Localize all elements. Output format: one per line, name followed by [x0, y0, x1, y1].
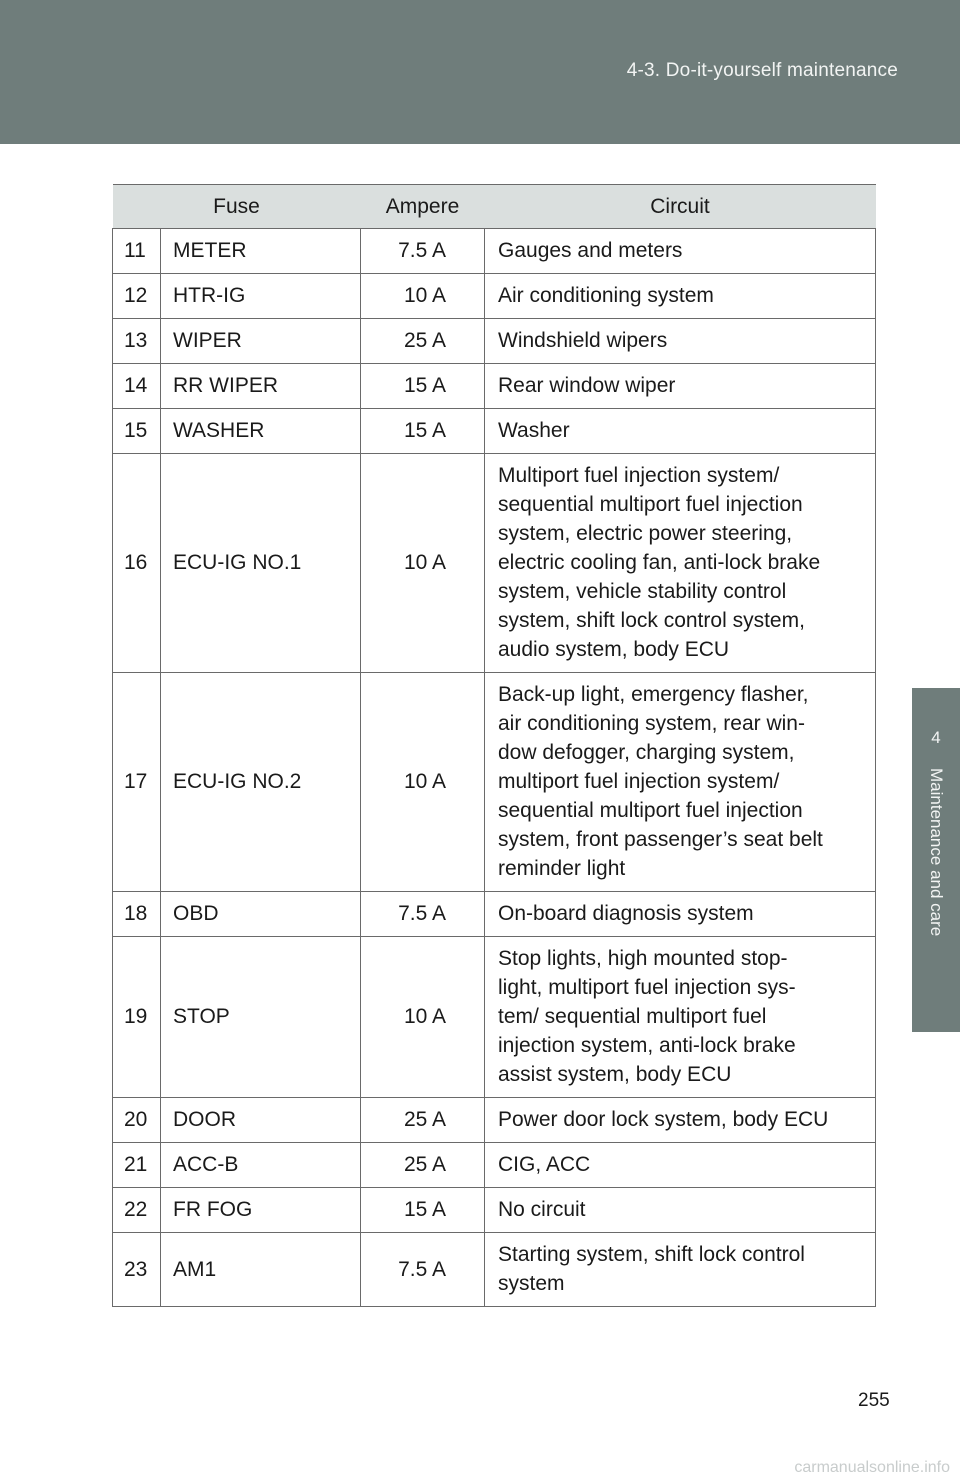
circuit-line: Stop lights, high mounted stop-	[498, 947, 788, 970]
circuit-cell: No circuit	[485, 1188, 876, 1233]
circuit-cell: CIG, ACC	[485, 1143, 876, 1188]
fuse-table	[112, 184, 876, 1307]
fuse-name-cell: HTR-IG	[161, 274, 361, 319]
fuse-number-cell: 19	[113, 937, 161, 1098]
circuit-cell: Washer	[485, 409, 876, 454]
table-row	[113, 319, 876, 364]
fuse-number-cell: 22	[113, 1188, 161, 1233]
ampere-cell: 7.5 A	[361, 1233, 485, 1307]
fuse-number-cell: 20	[113, 1098, 161, 1143]
chapter-label: Maintenance and care	[927, 768, 946, 937]
fuse-name-cell: WIPER	[161, 319, 361, 364]
fuse-number-cell: 16	[113, 454, 161, 673]
ampere-cell: 10 A	[361, 937, 485, 1098]
circuit-cell: Gauges and meters	[485, 229, 876, 274]
circuit-line: system, vehicle stability control	[498, 580, 787, 603]
table-header-row	[113, 185, 876, 229]
circuit-line: tem/ sequential multiport fuel	[498, 1005, 767, 1028]
circuit-cell: On-board diagnosis system	[485, 892, 876, 937]
fuse-name-cell: METER	[161, 229, 361, 274]
circuit-cell	[485, 673, 876, 892]
circuit-cell	[485, 454, 876, 673]
ampere-cell: 25 A	[361, 1098, 485, 1143]
chapter-number: 4	[931, 728, 941, 747]
circuit-line: system	[498, 1272, 565, 1295]
circuit-cell: Air conditioning system	[485, 274, 876, 319]
watermark: carmanualsonline.info	[794, 1459, 950, 1476]
ampere-cell: 15 A	[361, 409, 485, 454]
circuit-line: assist system, body ECU	[498, 1063, 732, 1086]
ampere-cell: 7.5 A	[361, 229, 485, 274]
circuit-cell: Rear window wiper	[485, 364, 876, 409]
circuit-line: injection system, anti-lock brake	[498, 1034, 796, 1057]
column-header-ampere: Ampere	[361, 185, 485, 229]
table-row	[113, 229, 876, 274]
circuit-line: Back-up light, emergency flasher,	[498, 683, 809, 706]
ampere-cell: 7.5 A	[361, 892, 485, 937]
fuse-number-cell: 12	[113, 274, 161, 319]
ampere-cell: 25 A	[361, 319, 485, 364]
table-row	[113, 1188, 876, 1233]
chapter-side-tab[interactable]	[912, 688, 960, 1032]
table-row	[113, 454, 876, 673]
fuse-name-cell: ECU-IG NO.1	[161, 454, 361, 673]
circuit-cell	[485, 1233, 876, 1307]
circuit-line: electric cooling fan, anti-lock brake	[498, 551, 821, 574]
ampere-cell: 25 A	[361, 1143, 485, 1188]
circuit-line: air conditioning system, rear win-	[498, 712, 805, 735]
fuse-name-cell: STOP	[161, 937, 361, 1098]
column-header-fuse: Fuse	[113, 185, 361, 229]
circuit-line: multiport fuel injection system/	[498, 770, 780, 793]
table-row	[113, 1098, 876, 1143]
ampere-cell: 15 A	[361, 1188, 485, 1233]
fuse-number-cell: 14	[113, 364, 161, 409]
table-row	[113, 1233, 876, 1307]
circuit-line: system, front passenger’s seat belt	[498, 828, 823, 851]
table-row	[113, 673, 876, 892]
circuit-line: audio system, body ECU	[498, 638, 730, 661]
fuse-number-cell: 17	[113, 673, 161, 892]
ampere-cell: 10 A	[361, 274, 485, 319]
circuit-line: Starting system, shift lock control	[498, 1243, 805, 1266]
table-row	[113, 892, 876, 937]
page-number: 255	[858, 1390, 890, 1411]
circuit-line: system, electric power steering,	[498, 522, 793, 545]
fuse-name-cell: WASHER	[161, 409, 361, 454]
ampere-cell: 10 A	[361, 454, 485, 673]
fuse-number-cell: 18	[113, 892, 161, 937]
fuse-name-cell: ACC-B	[161, 1143, 361, 1188]
fuse-number-cell: 21	[113, 1143, 161, 1188]
table-row	[113, 274, 876, 319]
circuit-line: sequential multiport fuel injection	[498, 799, 803, 822]
table-row	[113, 1143, 876, 1188]
fuse-number-cell: 13	[113, 319, 161, 364]
header-band	[0, 0, 960, 144]
section-title: 4-3. Do-it-yourself maintenance	[626, 60, 898, 81]
fuse-name-cell: FR FOG	[161, 1188, 361, 1233]
circuit-line: reminder light	[498, 857, 626, 880]
circuit-cell: Windshield wipers	[485, 319, 876, 364]
fuse-number-cell: 23	[113, 1233, 161, 1307]
circuit-cell	[485, 937, 876, 1098]
fuse-name-cell: OBD	[161, 892, 361, 937]
table-row	[113, 409, 876, 454]
fuse-name-cell: DOOR	[161, 1098, 361, 1143]
fuse-name-cell: AM1	[161, 1233, 361, 1307]
ampere-cell: 10 A	[361, 673, 485, 892]
circuit-line: dow defogger, charging system,	[498, 741, 795, 764]
circuit-line: sequential multiport fuel injection	[498, 493, 803, 516]
circuit-line: system, shift lock control system,	[498, 609, 805, 632]
fuse-name-cell: RR WIPER	[161, 364, 361, 409]
circuit-line: light, multiport fuel injection sys-	[498, 976, 796, 999]
fuse-number-cell: 15	[113, 409, 161, 454]
ampere-cell: 15 A	[361, 364, 485, 409]
fuse-table-body	[113, 229, 876, 1307]
table-row	[113, 937, 876, 1098]
fuse-name-cell: ECU-IG NO.2	[161, 673, 361, 892]
circuit-cell: Power door lock system, body ECU	[485, 1098, 876, 1143]
circuit-line: Multiport fuel injection system/	[498, 464, 780, 487]
fuse-number-cell: 11	[113, 229, 161, 274]
table-row	[113, 364, 876, 409]
column-header-circuit: Circuit	[485, 185, 876, 229]
